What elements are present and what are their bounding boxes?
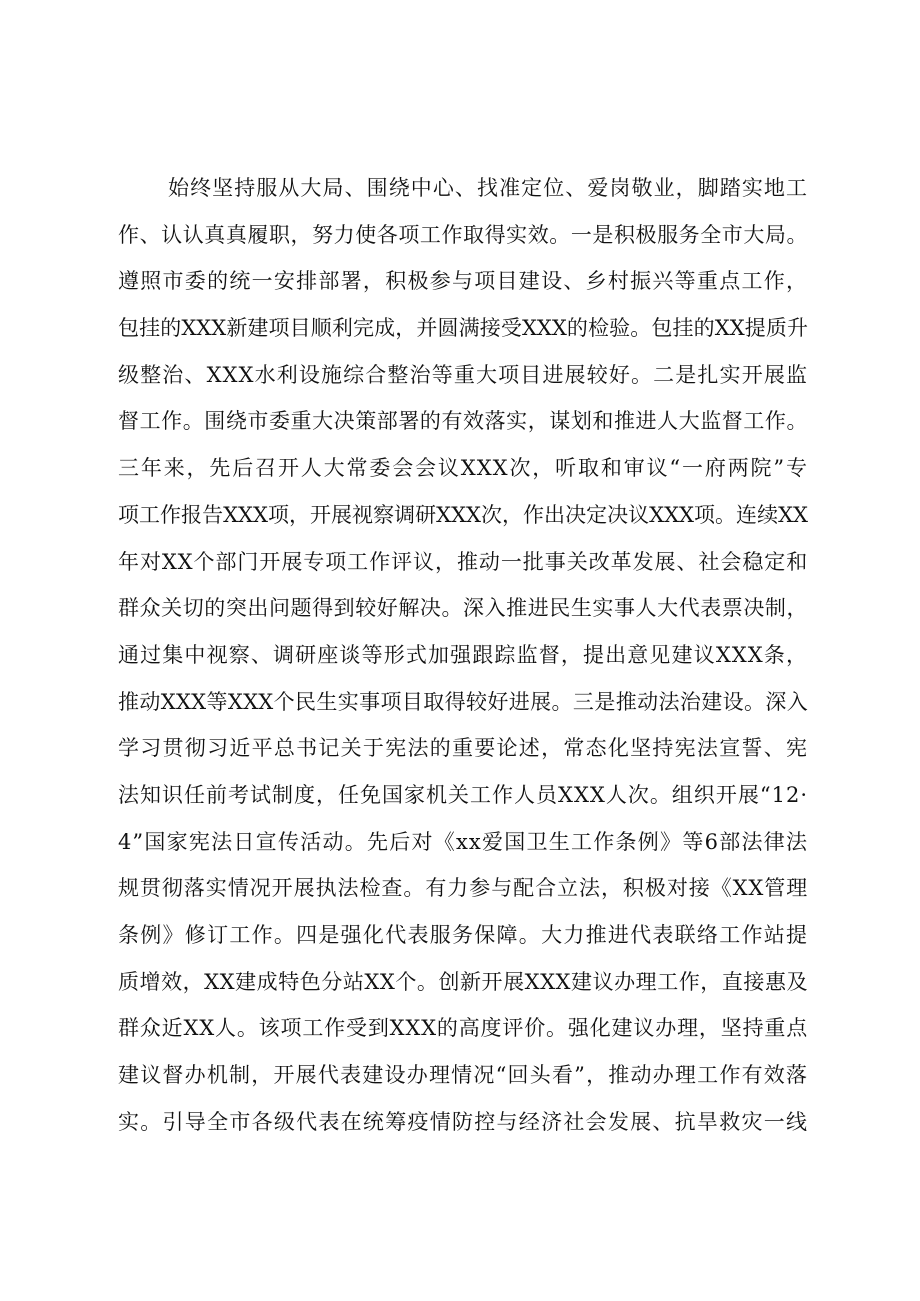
- text-line-17: 条例》修订工作。四是强化代表服务保障。大力推进代表联络工作站提: [118, 923, 808, 947]
- body-paragraph: [118, 168, 808, 1148]
- text-line-18: 质增效，XX建成特色分站XX个。创新开展XXX建议办理工作，直接惠及: [118, 969, 808, 994]
- text-line-3: 遵照市委的统一安排部署，积极参与项目建设、乡村振兴等重点工作，: [118, 269, 808, 294]
- text-line-15: 4”国家宪法日宣传活动。先后对《xx爱国卫生工作条例》等6部法律法: [118, 829, 808, 854]
- text-line-1: 始终坚持服从大局、围绕中心、找准定位、爱岗敬业，脚踏实地工: [168, 176, 808, 200]
- text-line-6: 督工作。围绕市委重大决策部署的有效落实，谋划和推进人大监督工作。: [118, 409, 808, 434]
- text-line-2: 作、认认真真履职，努力使各项工作取得实效。一是积极服务全市大局。: [118, 222, 808, 247]
- text-line-14: 法知识任前考试制度，任免国家机关工作人员XXX人次。组织开展“12·: [118, 782, 808, 807]
- text-line-4: 包挂的XXX新建项目顺利完成，并圆满接受XXX的检验。包挂的XX提质升: [118, 316, 808, 341]
- text-line-5: 级整治、XXX水利设施综合整治等重大项目进展较好。二是扎实开展监: [118, 362, 808, 387]
- text-line-19: 群众近XX人。该项工作受到XXX的高度评价。强化建议办理，坚持重点: [118, 1016, 808, 1041]
- text-line-12: 推动XXX等XXX个民生实事项目取得较好进展。三是推动法治建设。深入: [118, 689, 808, 714]
- text-line-20: 建议督办机制，开展代表建设办理情况“回头看”，推动办理工作有效落: [118, 1063, 808, 1088]
- text-line-13: 学习贯彻习近平总书记关于宪法的重要论述，常态化坚持宪法宣誓、宪: [118, 736, 808, 761]
- text-line-8: 项工作报告XXX项，开展视察调研XXX次，作出决定决议XXX项。连续XX: [118, 502, 808, 527]
- text-line-7: 三年来，先后召开人大常委会会议XXX次，听取和审议“一府两院”专: [118, 456, 808, 481]
- text-line-10: 群众关切的突出问题得到较好解决。深入推进民生实事人大代表票决制，: [118, 596, 808, 621]
- text-line-11: 通过集中视察、调研座谈等形式加强跟踪监督，提出意见建议XXX条，: [118, 642, 808, 667]
- text-line-9: 年对XX个部门开展专项工作评议，推动一批事关改革发展、社会稳定和: [118, 549, 808, 574]
- text-line-16: 规贯彻落实情况开展执法检查。有力参与配合立法，积极对接《XX管理: [118, 876, 808, 901]
- text-line-21: 实。引导全市各级代表在统筹疫情防控与经济社会发展、抗旱救灾一线: [118, 1109, 808, 1134]
